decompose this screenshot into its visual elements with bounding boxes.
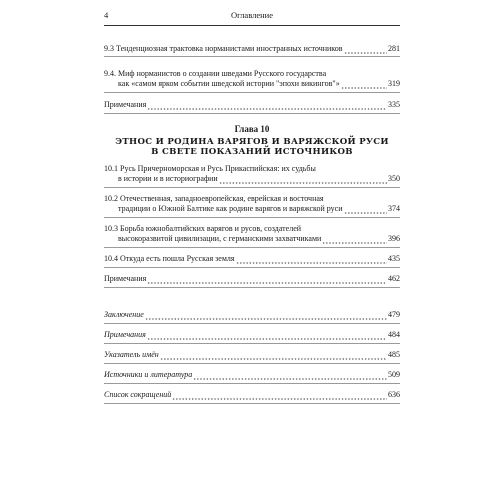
separator — [104, 92, 400, 93]
toc-entry-10-1[interactable] — [104, 164, 400, 184]
dot-leader — [344, 206, 388, 214]
entry-title: 9.3 Тенденциозная трактовка норманистами иностранных источников — [104, 44, 343, 53]
entry-page: 335 — [388, 100, 400, 109]
entry-title: Источники и литература — [104, 370, 193, 379]
dot-leader — [219, 176, 387, 184]
chapter-title-line2: В СВЕТЕ ПОКАЗАНИЙ ИСТОЧНИКОВ — [151, 147, 353, 157]
entry-title-cont: традиции о Южной Балтике как родине варягов и варяжской руси — [118, 204, 343, 213]
entry-title: Примечания — [104, 100, 147, 109]
dot-leader — [193, 372, 387, 380]
running-title: Оглавление — [231, 10, 273, 20]
toc-page — [104, 10, 400, 404]
dot-leader — [147, 102, 387, 110]
entry-title: Примечания — [104, 274, 147, 283]
toc-entry-10-4[interactable] — [104, 254, 400, 264]
entry-title-cont: в истории и в историографии — [118, 174, 218, 183]
entry-page: 319 — [388, 79, 400, 88]
separator — [104, 287, 400, 288]
dot-leader — [145, 312, 387, 320]
entry-page: 484 — [388, 330, 400, 339]
page-number: 4 — [104, 10, 109, 20]
entry-title: Заключение — [104, 310, 144, 319]
chapter-title-line1: ЭТНОС И РОДИНА ВАРЯГОВ И ВАРЯЖСКОЙ РУСИ — [115, 137, 389, 147]
separator — [104, 363, 400, 364]
toc-entry-notes-10[interactable] — [104, 274, 400, 284]
entry-title-cont: как «самом ярком событии шведской истории "эпохи викингов"» — [118, 79, 340, 88]
dot-leader — [172, 392, 387, 400]
toc-entry-10-3[interactable] — [104, 224, 400, 244]
toc-entry-9-4[interactable] — [104, 69, 400, 89]
entry-title-cont: высокоразвитой цивилизации, с германскими захватчиками — [118, 234, 322, 243]
toc-entry-notes[interactable] — [104, 330, 400, 340]
entry-page: 374 — [388, 204, 400, 213]
entry-page: 485 — [388, 350, 400, 359]
entry-title: 10.2 Отечественная, западноевропейская, еврейская и восточная — [104, 194, 324, 203]
entry-page: 396 — [388, 234, 400, 243]
entry-page: 479 — [388, 310, 400, 319]
separator — [104, 267, 400, 268]
entry-title: Указатель имён — [104, 350, 159, 359]
separator — [104, 187, 400, 188]
separator — [104, 217, 400, 218]
dot-leader — [344, 46, 387, 54]
toc-entry-notes-9[interactable] — [104, 100, 400, 110]
entry-page: 435 — [388, 254, 400, 263]
entry-title: Список сокращений — [104, 390, 172, 399]
entry-page: 281 — [388, 44, 400, 53]
dot-leader — [322, 236, 387, 244]
separator — [104, 56, 400, 57]
separator — [104, 113, 400, 114]
dot-leader — [147, 332, 387, 340]
running-head — [104, 10, 400, 24]
entry-page: 636 — [388, 390, 400, 399]
separator — [104, 343, 400, 344]
entry-title: 9.4. Миф норманистов о создании шведами Русского государства — [104, 69, 327, 78]
separator — [104, 323, 400, 324]
dot-leader — [341, 81, 387, 89]
dot-leader — [236, 256, 387, 264]
toc-entry-10-2[interactable] — [104, 194, 400, 214]
entry-title: 10.4 Откуда есть пошла Русская земля — [104, 254, 235, 263]
entry-page: 509 — [388, 370, 400, 379]
toc-entry-conclusion[interactable] — [104, 310, 400, 320]
back-matter — [104, 310, 400, 404]
entry-page: 350 — [388, 174, 400, 183]
dot-leader — [160, 352, 387, 360]
separator — [104, 403, 400, 404]
toc-entry-sources[interactable] — [104, 370, 400, 380]
entry-title: Примечания — [104, 330, 146, 339]
toc-entry-name-index[interactable] — [104, 350, 400, 360]
entry-title: 10.3 Борьба южнобалтийских варягов и русов, создателей — [104, 224, 302, 233]
toc-entry-9-3[interactable] — [104, 44, 400, 54]
toc-entry-abbreviations[interactable] — [104, 390, 400, 400]
entry-page: 462 — [388, 274, 400, 283]
header-rule — [104, 25, 400, 26]
dot-leader — [147, 276, 387, 284]
separator — [104, 247, 400, 248]
chapter-label: Глава 10 — [234, 124, 270, 134]
separator — [104, 383, 400, 384]
entry-title: 10.1 Русь Причерноморская и Русь Прикаспийская: их судьбы — [104, 164, 316, 173]
